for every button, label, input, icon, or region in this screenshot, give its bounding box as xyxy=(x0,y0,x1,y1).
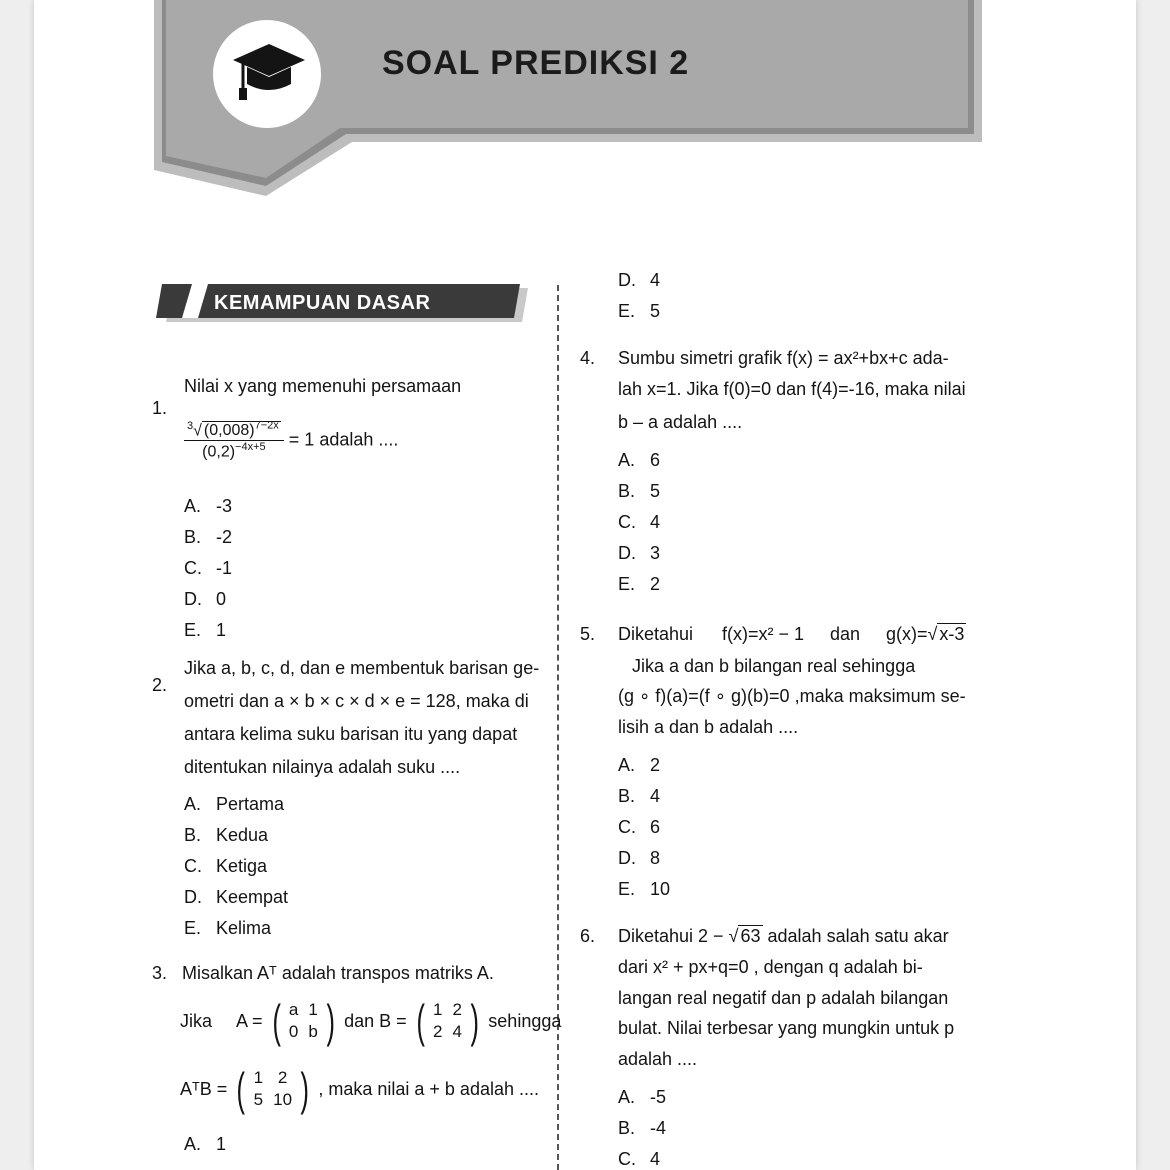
diketahui-label: Diketahui xyxy=(618,624,694,644)
question-line: Sumbu simetri grafik f(x) = ax²+bx+c ada- xyxy=(618,348,949,368)
option-text: 4 xyxy=(650,270,661,290)
question-line: Jika a, b, c, d, dan e membentuk barisan ge- xyxy=(184,658,540,678)
option-e[interactable] xyxy=(618,574,660,595)
option-c[interactable] xyxy=(184,558,232,579)
option-text: 6 xyxy=(650,817,661,837)
option-text: 1 xyxy=(216,1134,227,1154)
option-letter: D. xyxy=(184,887,202,907)
question-number: 3. xyxy=(152,963,168,983)
option-e[interactable] xyxy=(618,301,660,322)
equation xyxy=(184,420,398,462)
matrix-atb-label: AᵀB = xyxy=(180,1078,228,1099)
question-line: bulat. Nilai terbesar yang mungkin untuk p xyxy=(618,1018,955,1038)
question-line: (g ∘ f)(a)=(f ∘ g)(b)=0 ,maka maksimum se- xyxy=(618,686,966,706)
diketahui-expression: Diketahui 2 − xyxy=(618,926,724,946)
denominator-exponent: −4x+5 xyxy=(235,441,266,454)
option-text: 5 xyxy=(650,301,661,321)
option-text: 2 xyxy=(650,574,661,594)
page-title: SOAL PREDIKSI 2 xyxy=(382,44,690,82)
option-d[interactable] xyxy=(184,589,226,610)
function-g: g(x)=√ x-3 xyxy=(886,624,965,644)
option-d[interactable] xyxy=(618,270,660,291)
option-text: 6 xyxy=(650,450,661,470)
option-letter: C. xyxy=(618,512,636,532)
option-letter: B. xyxy=(618,786,636,806)
option-e[interactable] xyxy=(184,918,271,939)
equation-fraction: $\frac{^3√ (0,008)^{7-2x}}{(0,2)^{-4x+5}}$ xyxy=(184,420,284,462)
question-line: ometri dan a × b × c × d × e = 128, maka di xyxy=(184,691,529,711)
option-letter: D. xyxy=(184,589,202,609)
option-c[interactable] xyxy=(618,1149,660,1170)
option-text: -4 xyxy=(650,1118,667,1138)
question-line: Misalkan Aᵀ adalah transpos matriks A. xyxy=(182,963,494,983)
option-text: 10 xyxy=(650,879,671,899)
option-letter: B. xyxy=(184,527,202,547)
radicand: 63 xyxy=(740,926,761,946)
option-a[interactable] xyxy=(618,755,660,776)
denominator-base: (0,2) xyxy=(202,443,236,461)
question-line: lah x=1. Jika f(0)=0 dan f(4)=-16, maka nilai xyxy=(618,379,966,399)
option-c[interactable] xyxy=(184,856,267,877)
question-number: 2. xyxy=(152,675,168,695)
question-line: adalah .... xyxy=(618,1049,698,1069)
jika-label: Jika xyxy=(180,1010,213,1031)
option-b[interactable] xyxy=(618,1118,666,1139)
option-b[interactable] xyxy=(184,825,268,846)
option-letter: B. xyxy=(618,481,636,501)
option-text: 1 xyxy=(216,620,227,640)
sehingga-label: sehingga xyxy=(488,1010,562,1031)
equation-tail: = 1 adalah .... xyxy=(288,429,399,450)
option-letter: E. xyxy=(184,918,202,938)
question-number: 5. xyxy=(580,624,596,644)
option-c[interactable] xyxy=(618,512,660,533)
option-text: Kelima xyxy=(216,918,272,938)
option-a[interactable] xyxy=(184,496,232,517)
option-d[interactable] xyxy=(618,543,660,564)
matrix-b: ( 1 2 2 4 ) xyxy=(416,995,479,1047)
option-letter: E. xyxy=(618,574,636,594)
function-g-label: g(x)= xyxy=(886,624,928,644)
option-a[interactable] xyxy=(184,1134,226,1155)
question-line: dari x² + px+q=0 , dengan q adalah bi- xyxy=(618,957,923,977)
option-text: -5 xyxy=(650,1087,667,1107)
question-line: antara kelima suku barisan itu yang dapat xyxy=(184,724,518,744)
option-text: Pertama xyxy=(216,794,285,814)
matrix-atb: ( 1 2 5 10 ) xyxy=(236,1063,309,1115)
option-text: 5 xyxy=(650,481,661,501)
option-text: -1 xyxy=(216,558,233,578)
option-letter: A. xyxy=(618,1087,636,1107)
question-line: langan real negatif dan p adalah bilangan xyxy=(618,988,949,1008)
question-line: Diketahui 2 − √ 63 adalah salah satu akar xyxy=(618,926,949,946)
option-letter: E. xyxy=(618,301,636,321)
option-letter: C. xyxy=(184,558,202,578)
document-page xyxy=(34,0,1136,1170)
option-text: 4 xyxy=(650,1149,661,1169)
option-letter: E. xyxy=(618,879,636,899)
option-a[interactable] xyxy=(618,1087,666,1108)
matrix-a-label: A = xyxy=(236,1010,263,1031)
option-a[interactable] xyxy=(184,794,284,815)
graduation-cap-icon xyxy=(229,38,309,110)
question-line: ditentukan nilainya adalah suku .... xyxy=(184,757,461,777)
option-b[interactable] xyxy=(618,481,660,502)
header-banner xyxy=(34,0,1136,200)
option-letter: C. xyxy=(184,856,202,876)
numerator-exponent: 7−2x xyxy=(254,420,279,432)
option-letter: B. xyxy=(184,825,202,845)
option-text: 8 xyxy=(650,848,661,868)
matrix-result xyxy=(180,1063,539,1115)
numerator-base: (0,008) xyxy=(203,422,255,440)
option-text: 3 xyxy=(650,543,661,563)
option-letter: D. xyxy=(618,543,636,563)
option-e[interactable] xyxy=(184,620,226,641)
option-d[interactable] xyxy=(184,887,288,908)
option-c[interactable] xyxy=(618,817,660,838)
option-text: 4 xyxy=(650,786,661,806)
question-number: 6. xyxy=(580,926,596,946)
root-index: 3 xyxy=(187,420,194,432)
option-a[interactable] xyxy=(618,450,660,471)
option-letter: E. xyxy=(184,620,202,640)
option-text: 0 xyxy=(216,589,227,609)
option-text: 4 xyxy=(650,512,661,532)
option-text: Ketiga xyxy=(216,856,268,876)
option-letter: C. xyxy=(618,1149,636,1169)
matrix-b-label: dan B = xyxy=(344,1010,407,1031)
option-text: Kedua xyxy=(216,825,269,845)
question-number: 4. xyxy=(580,348,596,368)
question-stem: Nilai x yang memenuhi persamaan xyxy=(184,376,462,396)
option-b[interactable] xyxy=(618,786,660,807)
dan-label: dan xyxy=(830,624,861,644)
option-letter: A. xyxy=(184,794,202,814)
option-text: Keempat xyxy=(216,887,289,907)
matrix-definition xyxy=(180,995,562,1047)
option-text: -3 xyxy=(216,496,233,516)
option-letter: A. xyxy=(184,1134,202,1154)
option-letter: A. xyxy=(184,496,202,516)
option-b[interactable] xyxy=(184,527,232,548)
option-d[interactable] xyxy=(618,848,660,869)
function-f: f(x)=x² − 1 xyxy=(722,624,805,644)
option-letter: A. xyxy=(618,755,636,775)
option-letter: B. xyxy=(618,1118,636,1138)
option-e[interactable] xyxy=(618,879,670,900)
option-letter: D. xyxy=(618,848,636,868)
question-tail: , maka nilai a + b adalah .... xyxy=(318,1078,539,1099)
question-line: lisih a dan b adalah .... xyxy=(618,717,799,737)
matrix-a: ( a 1 0 b ) xyxy=(271,995,335,1047)
option-letter: C. xyxy=(618,817,636,837)
option-text: 2 xyxy=(650,755,661,775)
question-line: b – a adalah .... xyxy=(618,412,743,432)
question-line: Jika a dan b bilangan real sehingga xyxy=(632,656,916,676)
question-number: 1. xyxy=(152,398,168,418)
section-label: KEMAMPUAN DASAR xyxy=(214,292,431,314)
question-line-tail: adalah salah satu akar xyxy=(767,926,949,946)
option-letter: A. xyxy=(618,450,636,470)
function-g-radicand: x-3 xyxy=(939,624,965,644)
option-letter: D. xyxy=(618,270,636,290)
option-text: -2 xyxy=(216,527,233,547)
